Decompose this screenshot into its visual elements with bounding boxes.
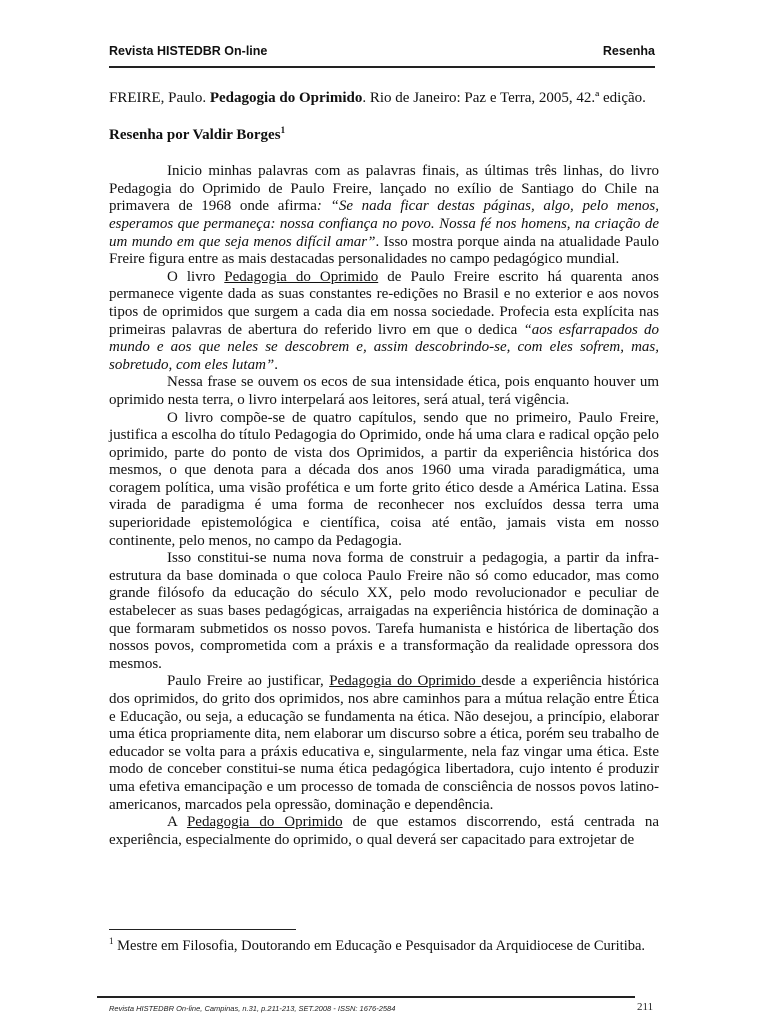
citation-author: FREIRE, Paulo.	[109, 90, 210, 106]
footnote	[109, 938, 659, 956]
header-divider	[109, 66, 655, 68]
journal-name: Revista HISTEDBR On-line	[109, 44, 268, 58]
paragraph-1-text-end: . Isso mostra porque ainda na atualidade Paulo Freire figura entre as mais destacadas personalidades no campo pedagógico mundial.	[109, 233, 659, 268]
paragraph-7-text: A	[167, 814, 187, 831]
paragraph-6-text: Paulo Freire ao justificar,	[167, 673, 330, 690]
paragraph-5: Isso constitui-se numa nova forma de construir a pedagogia, a partir da infra-estrutura da base dominada o que coloca Paulo Freire não só como educador, mas como grande filósofo da educação do século XX, pelo modo revolucionador e peculiar de estabelecer as suas bases pedagógicas, arraigadas na experiência histórica de dominação a que formaram submetidos os nosso povos. Tarefa humanista e histórica de libertação dos nossos povos, comprometida com a práxis e a transformação da realidade opressora dos mesmos.	[109, 550, 659, 672]
footnote-text: Mestre em Filosofia, Doutorando em Educação e Pesquisador da Arquidiocese de Curitiba.	[113, 938, 646, 954]
paragraph-2-text-end: .	[274, 356, 279, 373]
running-header	[109, 44, 655, 66]
paragraph-7-text-end: de que estamos discorrendo, está centrada na experiência, especialmente do oprimido, o qual deverá ser capacitado para extrojetar de	[109, 814, 659, 848]
paragraph-2-book-title: Pedagogia do Oprimido	[224, 268, 379, 285]
footnote-mark: 1	[109, 936, 114, 947]
footnote-divider	[109, 929, 296, 930]
paragraph-1-quote: : “Se nada ficar destas páginas, algo, pelo menos, esperamos que permaneça: nossa confiança no povo. Nossa fé nos homens, na criação de um mundo em que seja menos difícil amar”	[109, 198, 659, 250]
paragraph-2-text: O livro	[167, 268, 225, 285]
paragraph-3: Nessa frase se ouvem os ecos de sua intensidade ética, pois enquanto houver um oprimido nesta terra, o livro interpelará aos leitores, será atual, terá vigência.	[109, 374, 659, 408]
paragraph-2-text-mid: de Paulo Freire escrito há quarenta anos permanece vigente dada as suas constantes re-edições no Brasil e no exterior e aos novos tipos de oprimidos que surgem a cada dia em nossa sociedade. Profecia esta explícita nas primeiras palavras de abertura do referido livro em que o dedica	[109, 268, 659, 338]
paragraph-6-text-end: desde a experiência histórica dos oprimidos, do grito dos oprimidos, nos abre caminhos para a mútua relação entre Ética e Educação, ou seja, a educação se fundamenta na ética. Não desejou, a princípio, elaborar uma ética propriamente dita, nem elaborar um discurso sobre a ética, porém seu trabalho de educador se volta para a práxis educativa e, singularmente, nela faz vingar uma ética. Este modo de conceber constitui-se numa ética pedagógica libertadora, cujo intento é produzir uma efetiva emancipação e um processo de tomada de consciência de nossos povos latino-americanos, marcados pela opressão, dominação e dependência.	[109, 673, 659, 813]
review-author-line: Resenha por Valdir Borges	[109, 126, 281, 143]
paragraph-1-text: Inicio minhas palavras com as palavras finais, as últimas três linhas, do livro Pedagogia do Oprimido de Paulo Freire, lançado no exílio de Santiago do Chile na primavera de 1968 onde afirma	[109, 163, 659, 215]
citation-publication: . Rio de Janeiro: Paz e Terra, 2005, 42.ª edição.	[362, 90, 646, 106]
page-number: 211	[637, 1001, 654, 1013]
paragraph-1	[109, 163, 659, 269]
section-name: Resenha	[602, 44, 655, 58]
review-heading	[109, 124, 659, 145]
running-footer: Revista HISTEDBR On-line, Campinas, n.31, p.211-213, SET.2008 - ISSN: 1676-2584	[109, 1004, 396, 1013]
footnote-reference: 1	[280, 124, 286, 135]
paragraph-4: O livro compõe-se de quatro capítulos, sendo que no primeiro, Paulo Freire, justifica a escolha do título Pedagogia do Oprimido, onde há uma clara e radical opção pelo oprimido, parte do ponto de vista dos Oprimidos, a partir da experiência histórica dos mesmos, o que denota para a década dos anos 1960 uma virada paradigmática, uma coragem política, uma visão profética e um forte grito ético desde a América Latina. Essa virada de paradigma é uma forma de reconhecer nos excluídos dessa terra uma superioridade epistemológica e científica, coisa até então, jamais vista em nosso continente, pelo menos, no campo da Pedagogia.	[109, 409, 659, 549]
footer-divider	[97, 996, 635, 998]
paragraph-7	[109, 814, 659, 849]
paragraph-2-quote: “aos esfarrapados do mundo e aos que neles se descobrem e, assim descobrindo-se, com eles sofrem, mas, sobretudo, com eles lutam”	[109, 321, 659, 373]
paragraph-6	[109, 673, 659, 814]
paragraph-6-book-title: Pedagogia do Oprimido	[329, 673, 482, 690]
book-citation	[109, 90, 659, 108]
review-body	[109, 90, 659, 849]
citation-title: Pedagogia do Oprimido	[209, 90, 363, 106]
paragraph-7-book-title: Pedagogia do Oprimido	[186, 814, 343, 831]
paragraph-2	[109, 269, 659, 375]
